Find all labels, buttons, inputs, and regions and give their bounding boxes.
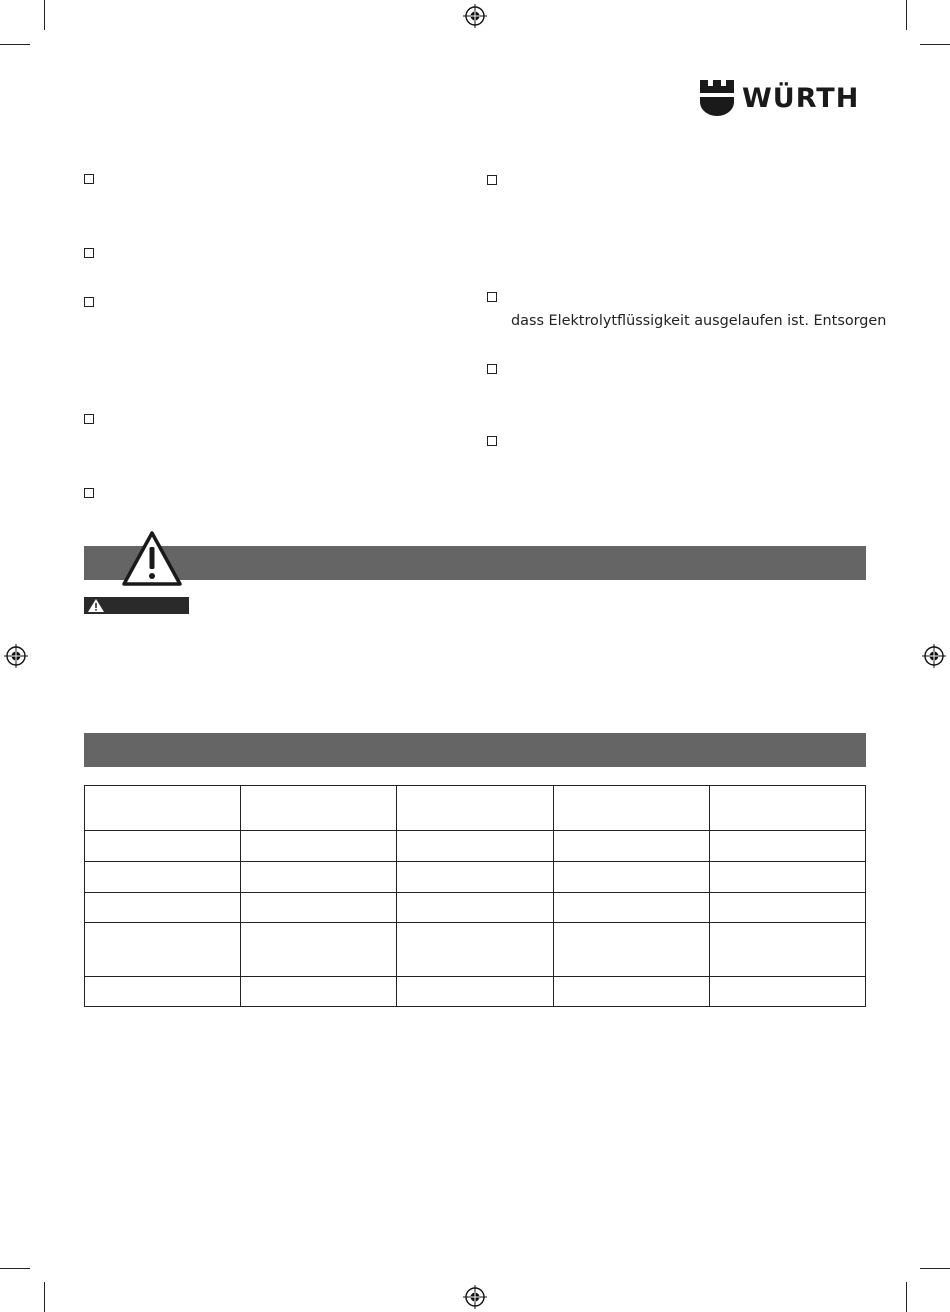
crop-mark-top-right-vertical [906,0,907,30]
table-cell [553,977,709,1007]
table-cell [85,831,241,862]
checkbox-icon [487,292,497,302]
warning-triangle-icon [87,598,105,613]
table-cell [709,923,865,977]
crop-mark-top-right-horizontal [920,44,950,45]
crop-mark-bottom-left-vertical [44,1282,45,1312]
table-cell [709,831,865,862]
checkbox-icon [487,175,497,185]
table-cell [709,862,865,893]
table-cell [709,977,865,1007]
brand-logo [700,80,859,116]
crop-mark-top-left-horizontal [0,44,30,45]
brand-logo-text: WÜRTH [742,82,860,114]
table-cell [241,923,397,977]
crop-mark-bottom-right-vertical [906,1282,907,1312]
table-row [85,893,866,923]
table-cell [85,786,241,831]
table-cell [397,786,553,831]
table-cell [397,893,553,923]
registration-mark-icon [922,644,946,668]
table-cell [397,831,553,862]
section-header-bar [84,546,866,580]
table-cell [241,831,397,862]
table-cell [397,862,553,893]
crop-mark-bottom-left-horizontal [0,1268,30,1269]
table-cell [85,893,241,923]
crop-mark-top-left-vertical [44,0,45,30]
checkbox-icon [84,414,94,424]
checkbox-icon [84,297,94,307]
table-cell [553,786,709,831]
checkbox-icon [487,364,497,374]
table-row [85,977,866,1007]
registration-mark-icon [4,644,28,668]
section-header-bar [84,733,866,767]
registration-mark-icon [463,4,487,28]
technical-data-table [84,785,866,1007]
table-cell [397,923,553,977]
table-cell [709,893,865,923]
table-cell [709,786,865,831]
table-row [85,923,866,977]
table-cell [85,977,241,1007]
table-cell [553,893,709,923]
table-row [85,862,866,893]
checkbox-icon [84,488,94,498]
table-cell [85,862,241,893]
table-cell [241,786,397,831]
table-cell [553,862,709,893]
warning-triangle-icon [121,530,183,588]
crop-mark-bottom-right-horizontal [920,1268,950,1269]
table-cell [241,893,397,923]
warning-label-tag [84,597,189,614]
checkbox-icon [487,436,497,446]
table-cell [241,977,397,1007]
body-text-line: dass Elektrolytflüssigkeit ausgelaufen ist. Entsorgen [511,313,887,329]
table-cell [553,923,709,977]
table-cell [397,977,553,1007]
table-cell [553,831,709,862]
checkbox-icon [84,248,94,258]
table-cell [241,862,397,893]
table-row [85,831,866,862]
checkbox-icon [84,174,94,184]
wuerth-shield-icon [700,80,734,116]
registration-mark-icon [463,1285,487,1309]
table-row [85,786,866,831]
table-cell [85,923,241,977]
